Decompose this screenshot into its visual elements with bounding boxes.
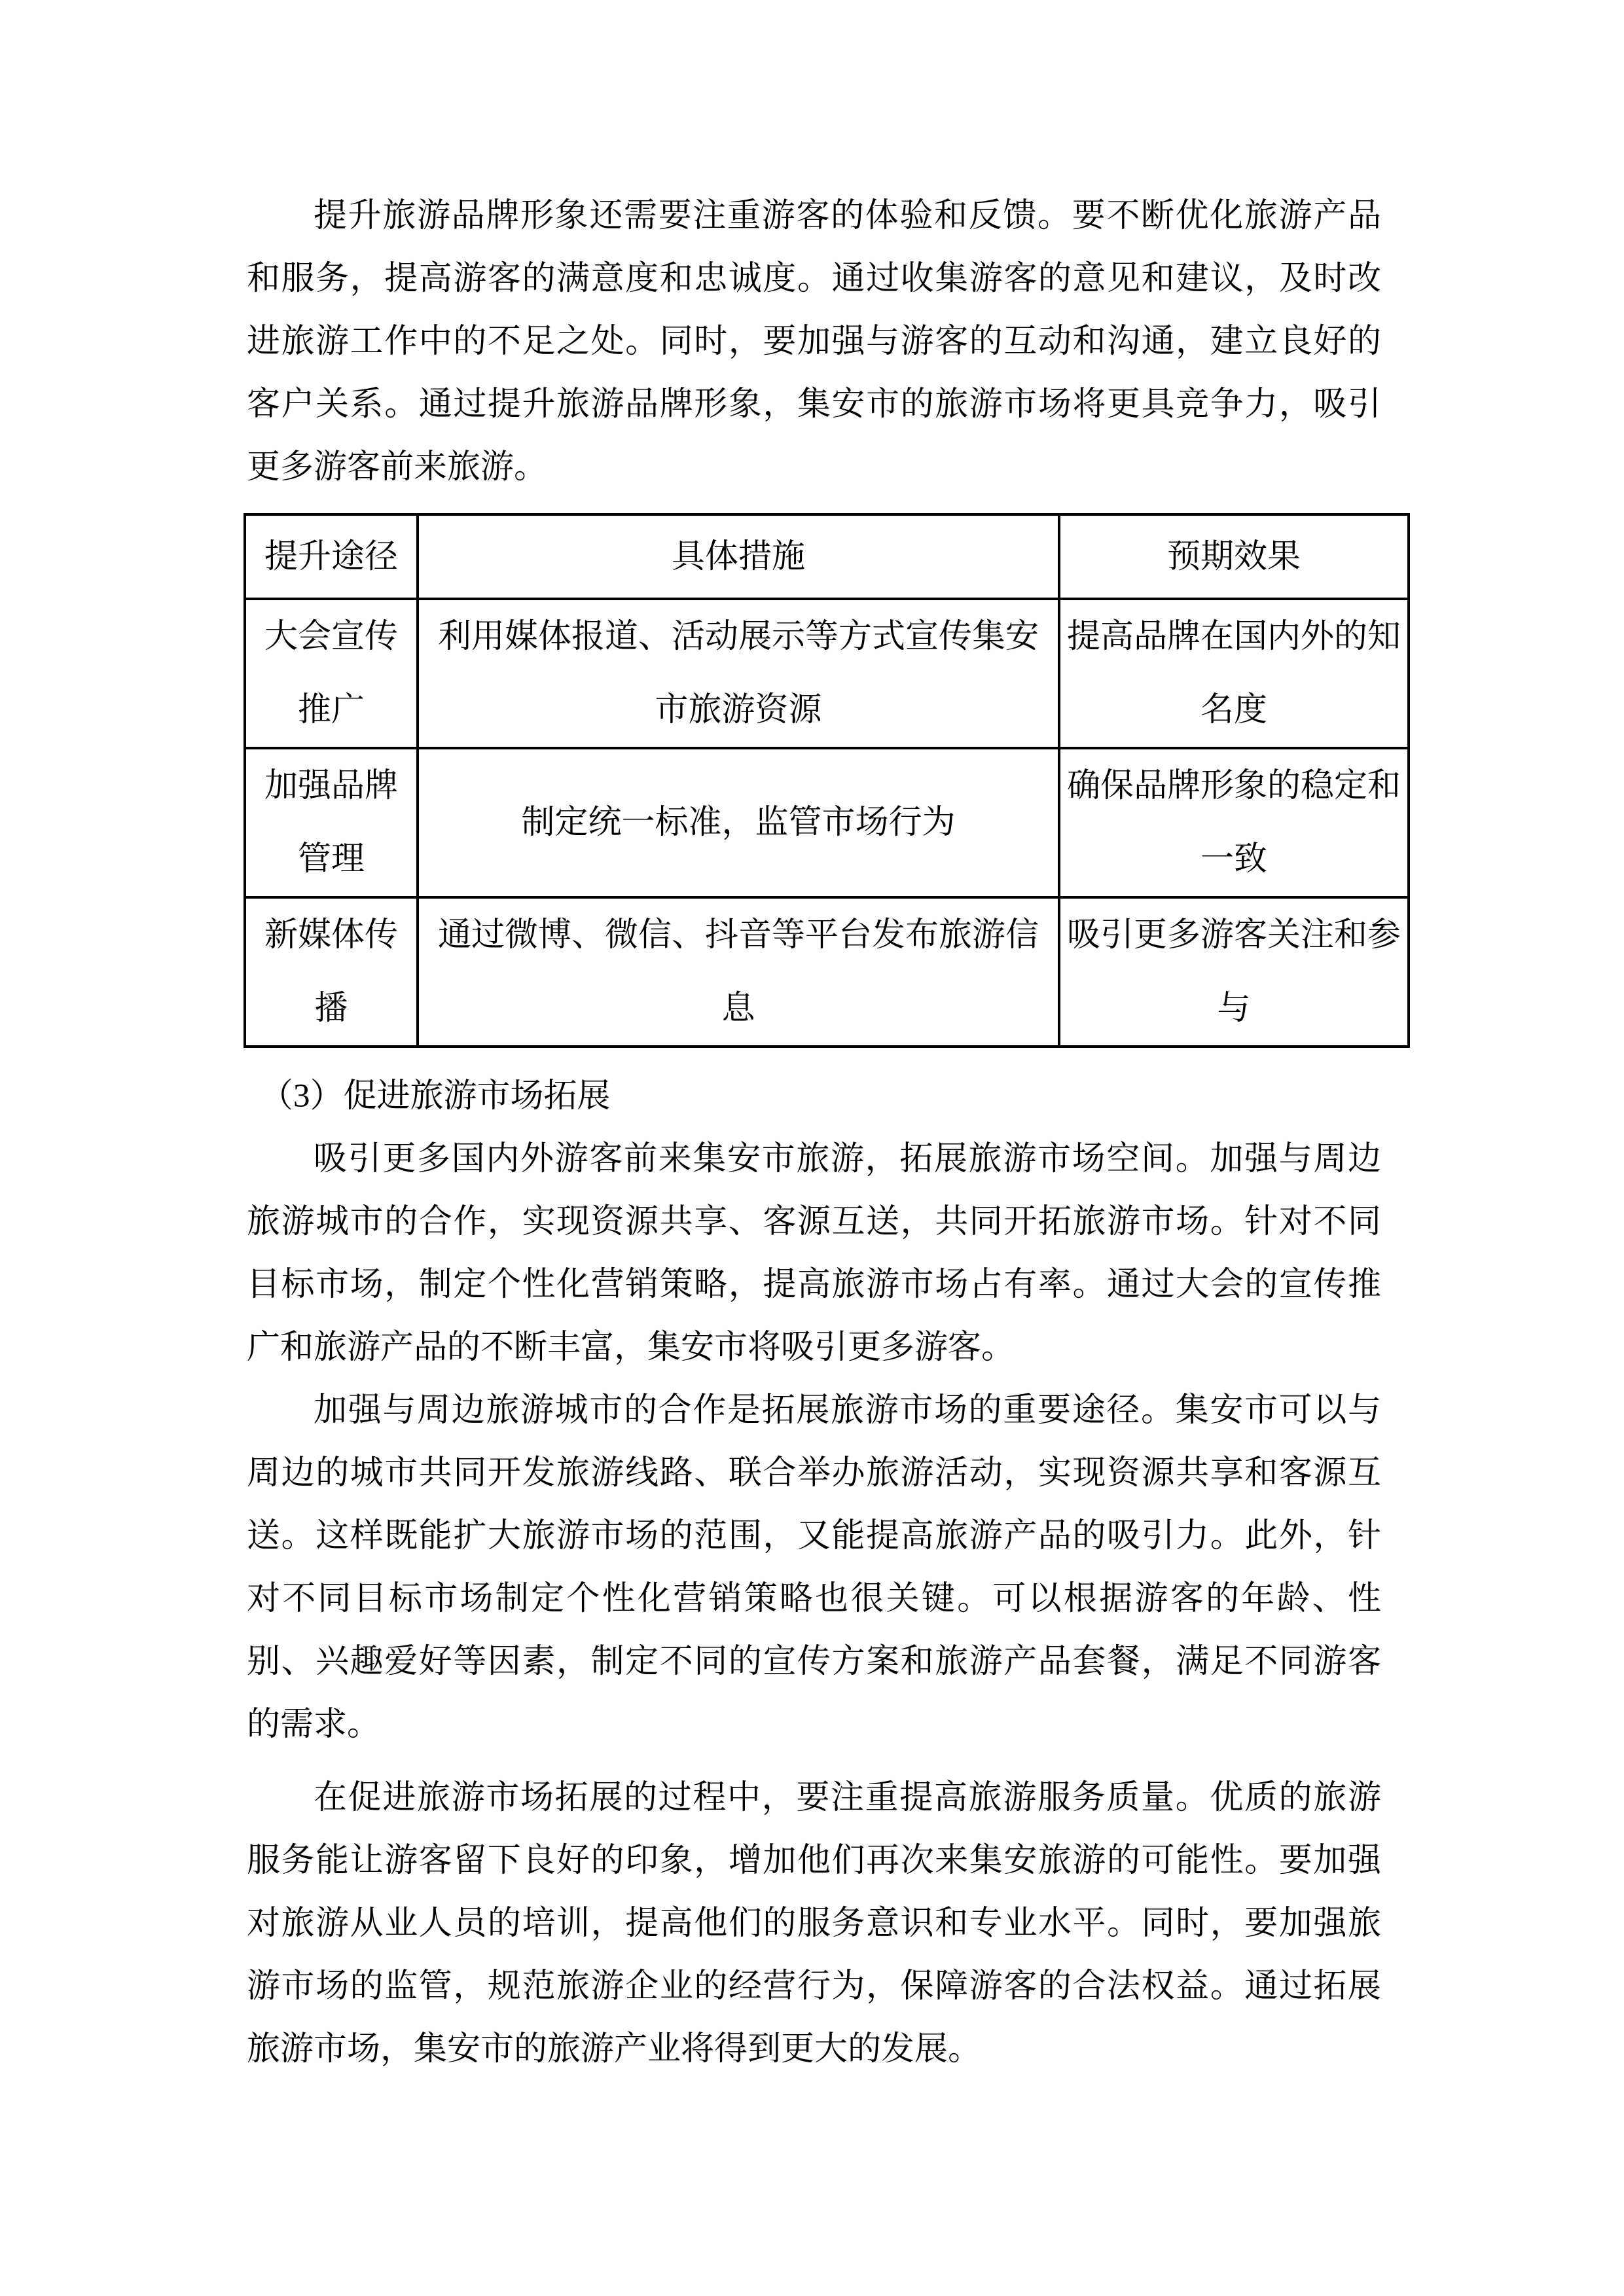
table-cell-approach: 新媒体传播 — [245, 897, 418, 1047]
table-cell-measures: 制定统一标准，监管市场行为 — [418, 748, 1059, 897]
table-cell-approach: 大会宣传推广 — [245, 599, 418, 748]
paragraph-market-expansion: 吸引更多国内外游客前来集安市旅游，拓展旅游市场空间。加强与周边旅游城市的合作，实现资源共享、客源互送，共同开拓旅游市场。针对不同目标市场，制定个性化营销策略，提高旅游市场占有率。通过大会的宣传推广和旅游产品的不断丰富，集安市将吸引更多游客。 — [247, 1141, 1381, 1366]
table-header-effect: 预期效果 — [1059, 514, 1409, 599]
paragraph-city-cooperation: 加强与周边旅游城市的合作是拓展旅游市场的重要途径。集安市可以与周边的城市共同开发旅游线路、联合举办旅游活动，实现资源共享和客源互送。这样既能扩大旅游市场的范围，又能提高旅游产品的吸引力。此外，针对不同目标市场制定个性化营销策略也很关键。可以根据游客的年龄、性别、兴趣爱好等因素，制定不同的宣传方案和旅游产品套餐，满足不同游客的需求。 — [247, 1392, 1381, 1743]
table-row — [245, 748, 1409, 897]
paragraph-service-quality: 在促进旅游市场拓展的过程中，要注重提高旅游服务质量。优质的旅游服务能让游客留下良好的印象，增加他们再次来集安旅游的可能性。要加强对旅游从业人员的培训，提高他们的服务意识和专业水平。同时，要加强旅游市场的监管，规范旅游企业的经营行为，保障游客的合法权益。通过拓展旅游市场，集安市的旅游产业将得到更大的发展。 — [247, 1780, 1381, 2068]
table-cell-effect: 确保品牌形象的稳定和一致 — [1059, 748, 1409, 897]
table-cell-approach: 加强品牌管理 — [245, 748, 418, 897]
table-cell-measures: 利用媒体报道、活动展示等方式宣传集安市旅游资源 — [418, 599, 1059, 748]
brand-promotion-table — [244, 513, 1410, 1048]
table-row — [245, 599, 1409, 748]
table-header-measures: 具体措施 — [418, 514, 1059, 599]
table-header-row — [245, 514, 1409, 599]
table-cell-effect: 吸引更多游客关注和参与 — [1059, 897, 1409, 1047]
table-cell-measures: 通过微博、微信、抖音等平台发布旅游信息 — [418, 897, 1059, 1047]
section-heading: （3）促进旅游市场拓展 — [260, 1078, 611, 1115]
table-cell-effect: 提高品牌在国内外的知名度 — [1059, 599, 1409, 748]
table-row — [245, 897, 1409, 1047]
table-header-approach: 提升途径 — [245, 514, 418, 599]
paragraph-brand-image: 提升旅游品牌形象还需要注重游客的体验和反馈。要不断优化旅游产品和服务，提高游客的满意度和忠诚度。通过收集游客的意见和建议，及时改进旅游工作中的不足之处。同时，要加强与游客的互动和沟通，建立良好的客户关系。通过提升旅游品牌形象，集安市的旅游市场将更具竞争力，吸引更多游客前来旅游。 — [247, 198, 1381, 486]
